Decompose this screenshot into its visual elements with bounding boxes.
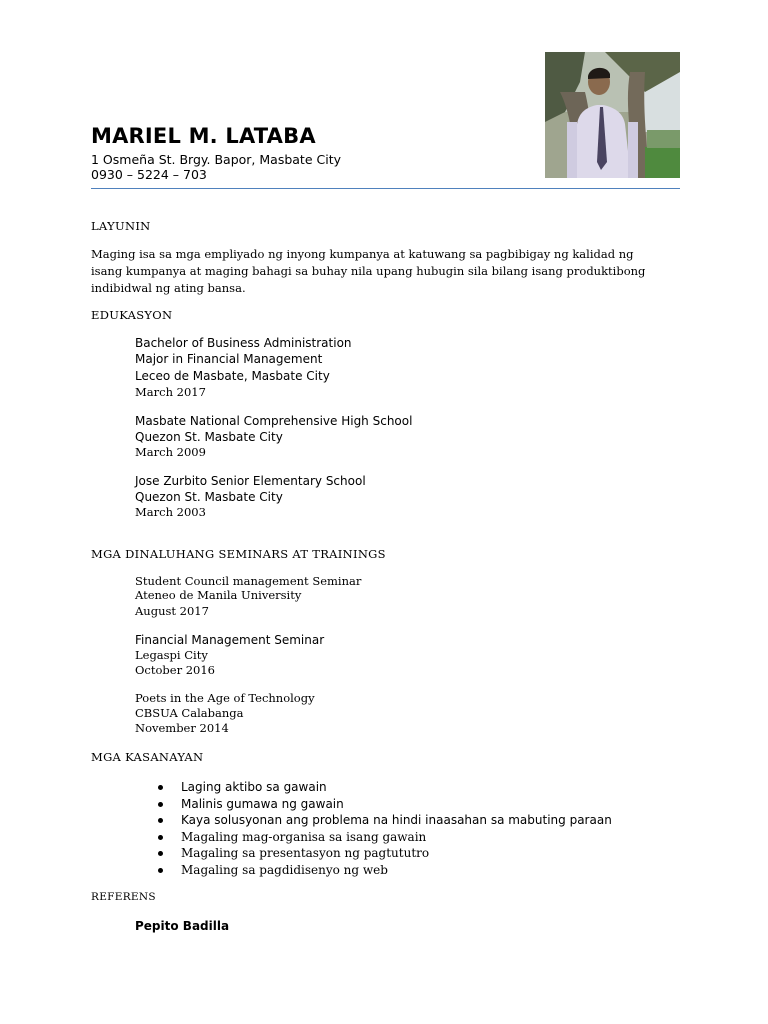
objective-line: isang kumpanya at maging bahagi sa buhay nila upang hubugin sila bilang isang produktibong bbox=[91, 264, 646, 278]
objective-line: indibidwal ng ating bansa. bbox=[91, 281, 246, 295]
college-date: March 2017 bbox=[135, 385, 206, 399]
seminar-date: November 2014 bbox=[135, 721, 229, 735]
list-item: Kaya solusyonan ang problema na hindi inaasahan sa mabuting paraan bbox=[155, 813, 612, 830]
bullet-icon bbox=[158, 785, 163, 790]
seminar-place: Legaspi City bbox=[135, 648, 208, 662]
list-item: Magaling sa pagdidisenyo ng web bbox=[155, 863, 612, 880]
objective-text bbox=[91, 246, 681, 297]
elementary-address: Quezon St. Masbate City bbox=[135, 490, 283, 504]
list-item: Magaling sa presentasyon ng pagtututro bbox=[155, 846, 612, 863]
reference-name: Pepito Badilla bbox=[135, 919, 230, 933]
references-heading: REFERENS bbox=[91, 891, 156, 903]
college-major: Major in Financial Management bbox=[135, 352, 323, 366]
seminar-date: August 2017 bbox=[135, 604, 209, 618]
college-school: Leceo de Masbate, Masbate City bbox=[135, 369, 330, 383]
list-item: Laging aktibo sa gawain bbox=[155, 780, 612, 797]
skills-heading: MGA KASANAYAN bbox=[91, 750, 204, 764]
education-heading: EDUKASYON bbox=[91, 308, 173, 322]
seminar-title: Poets in the Age of Technology bbox=[135, 691, 315, 705]
elementary-date: March 2003 bbox=[135, 505, 206, 519]
bullet-icon bbox=[158, 802, 163, 807]
bullet-icon bbox=[158, 835, 163, 840]
elementary-name: Jose Zurbito Senior Elementary School bbox=[135, 474, 366, 488]
header-divider bbox=[91, 188, 680, 189]
list-item: Magaling mag-organisa sa isang gawain bbox=[155, 830, 612, 847]
seminar-place: CBSUA Calabanga bbox=[135, 706, 244, 720]
applicant-name: MARIEL M. LATABA bbox=[91, 124, 316, 148]
bullet-icon bbox=[158, 851, 163, 856]
seminar-title: Financial Management Seminar bbox=[135, 633, 325, 647]
college-degree: Bachelor of Business Administration bbox=[135, 336, 352, 350]
profile-photo bbox=[545, 52, 680, 178]
seminar-date: October 2016 bbox=[135, 663, 216, 677]
objective-heading: LAYUNIN bbox=[91, 219, 151, 233]
seminar-title: Student Council management Seminar bbox=[135, 574, 362, 588]
seminars-heading: MGA DINALUHANG SEMINARS AT TRAININGS bbox=[91, 547, 386, 561]
phone-number: 0930 – 5224 – 703 bbox=[91, 167, 207, 182]
highschool-address: Quezon St. Masbate City bbox=[135, 430, 283, 444]
seminar-place: Ateneo de Manila University bbox=[135, 588, 302, 602]
list-item: Malinis gumawa ng gawain bbox=[155, 797, 612, 814]
bullet-icon bbox=[158, 818, 163, 823]
highschool-name: Masbate National Comprehensive High School bbox=[135, 414, 413, 428]
address: 1 Osmeña St. Brgy. Bapor, Masbate City bbox=[91, 152, 341, 167]
bullet-icon bbox=[158, 868, 163, 873]
objective-line: Maging isa sa mga empliyado ng inyong kumpanya at katuwang sa pagbibigay ng kalidad ng bbox=[91, 247, 634, 261]
skills-list bbox=[155, 780, 612, 879]
highschool-date: March 2009 bbox=[135, 445, 206, 459]
